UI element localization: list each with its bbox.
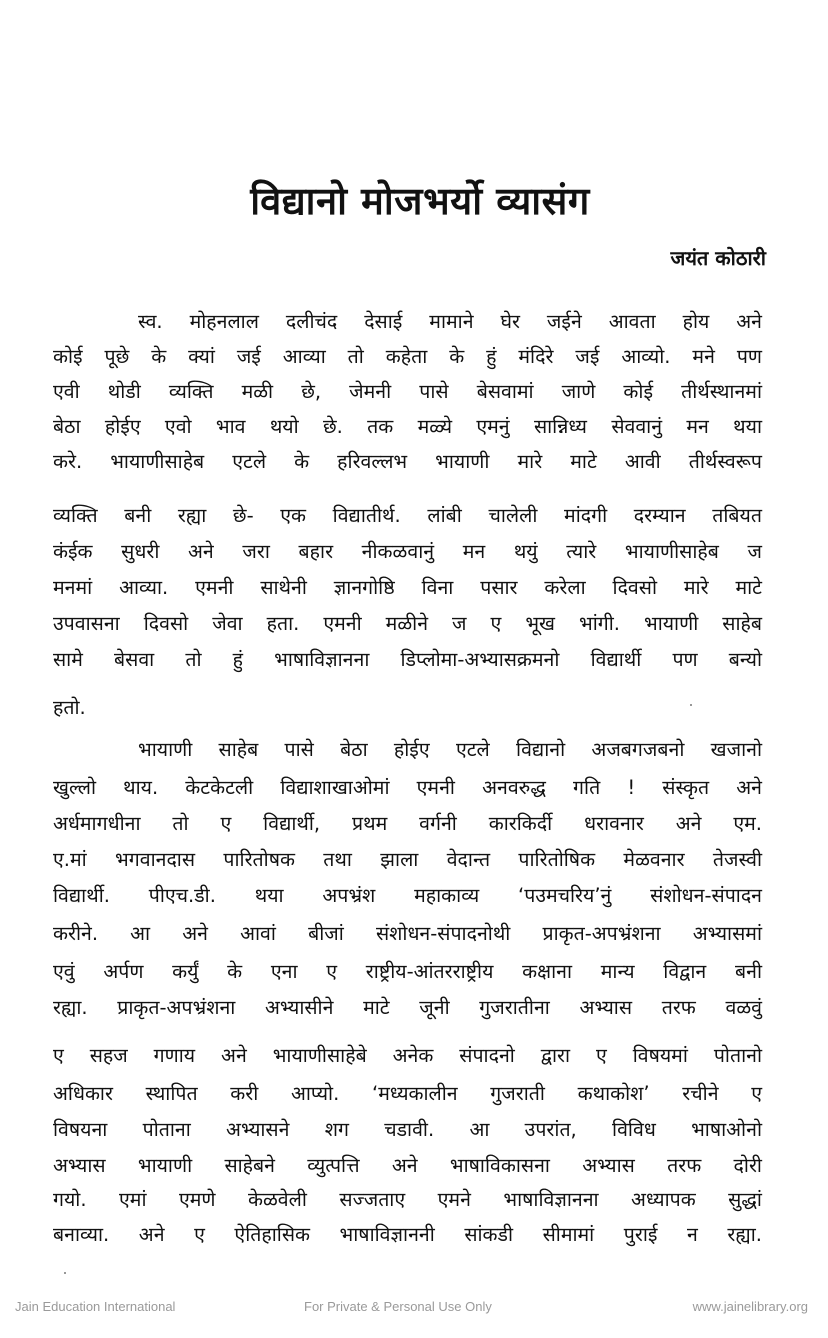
text-line: अधिकार स्थापित करी आप्यो. ‘मध्यकालीन गुजराती कथाकोश’ रचीने ए — [53, 1082, 762, 1105]
article-title: विद्यानो मोजभर्यो व्यासंग — [250, 179, 590, 223]
text-line: मनमां आव्या. एमनी साथेनी ज्ञानगोष्ठि विना पसार करेला दिवसो मारे माटे — [53, 576, 762, 599]
text-line: बेठा होईए एवो भाव थयो छे. तक मळ्ये एमनुं सान्निध्य सेववानुं मन थया — [53, 415, 762, 438]
text-line: खुल्लो थाय. केटकेटली विद्याशाखाओमां एमनी अनवरुद्ध गति ! संस्कृत अने — [53, 776, 762, 799]
text-line: उपवासना दिवसो जेवा हता. एमनी मळीने ज ए भूख भांगी. भायाणी साहेब — [53, 612, 762, 635]
text-line: विद्यार्थी. पीएच.डी. थया अपभ्रंश महाकाव्य ‘पउमचरिय’नुं संशोधन-संपादन — [53, 884, 762, 907]
text-line: कंईक सुधरी अने जरा बहार नीकळवानुं मन थयुं त्यारे भायाणीसाहेब ज — [53, 540, 762, 563]
scan-speck — [690, 704, 692, 706]
article-author: जयंत कोठारी — [670, 246, 766, 270]
text-line: व्यक्ति बनी रह्या छे- एक विद्यातीर्थ. लांबी चालेली मांदगी दरम्यान तबियत — [53, 504, 762, 527]
text-line: बनाव्या. अने ए ऐतिहासिक भाषाविज्ञाननी सांकडी सीमामां पुराई न रह्या. — [53, 1223, 762, 1246]
text-line: स्व. मोहनलाल दलीचंद देसाई मामाने घेर जईने आवता होय अने — [138, 310, 762, 333]
footer-usage-notice: For Private & Personal Use Only — [304, 1299, 492, 1314]
text-line: गयो. एमां एमणे केळवेली सज्जताए एमने भाषाविज्ञानना अध्यापक सुद्धां — [53, 1188, 762, 1211]
text-line: करे. भायाणीसाहेब एटले के हरिवल्लभ भायाणी मारे माटे आवी तीर्थस्वरूप — [53, 450, 762, 473]
footer-publisher: Jain Education International — [15, 1299, 176, 1314]
text-line: हतो. — [53, 696, 86, 719]
text-line: रह्या. प्राकृत-अपभ्रंशना अभ्यासीने माटे जूनी गुजरातीना अभ्यास तरफ वळवुं — [53, 996, 762, 1019]
text-line: विषयना पोताना अभ्यासने शग चडावी. आ उपरांत, विविध भाषाओनो — [53, 1118, 762, 1141]
text-line: अभ्यास भायाणी साहेबने व्युत्पत्ति अने भाषाविकासना अभ्यास तरफ दोरी — [53, 1154, 762, 1177]
text-line: सामे बेसवा तो हुं भाषाविज्ञानना डिप्लोमा-अभ्यासक्रमनो विद्यार्थी पण बन्यो — [53, 648, 762, 671]
text-line: करीने. आ अने आवां बीजां संशोधन-संपादनोथी प्राकृत-अपभ्रंशना अभ्यासमां — [53, 922, 762, 945]
text-line: एवुं अर्पण कर्युं के एना ए राष्ट्रीय-आंतरराष्ट्रीय कक्षाना मान्य विद्वान बनी — [53, 960, 762, 983]
text-line: एवी थोडी व्यक्ति मळी छे, जेमनी पासे बेसवामां जाणे कोई तीर्थस्थानमां — [53, 380, 763, 403]
text-line: ए.मां भगवानदास पारितोषक तथा झाला वेदान्त पारितोषिक मेळवनार तेजस्वी — [53, 848, 762, 871]
scan-speck — [64, 1272, 66, 1274]
text-line: भायाणी साहेब पासे बेठा होईए एटले विद्यानो अजबगजबनो खजानो — [138, 738, 762, 761]
footer-website-link[interactable]: www.jainelibrary.org — [692, 1299, 808, 1314]
text-line: कोई पूछे के क्यां जई आव्या तो कहेता के हुं मंदिरे जई आव्यो. मने पण — [53, 345, 762, 368]
text-line: ए सहज गणाय अने भायाणीसाहेबे अनेक संपादनो द्वारा ए विषयमां पोतानो — [53, 1044, 762, 1067]
text-line: अर्धमागधीना तो ए विद्यार्थी, प्रथम वर्गनी कारकिर्दी धरावनार अने एम. — [53, 812, 762, 835]
